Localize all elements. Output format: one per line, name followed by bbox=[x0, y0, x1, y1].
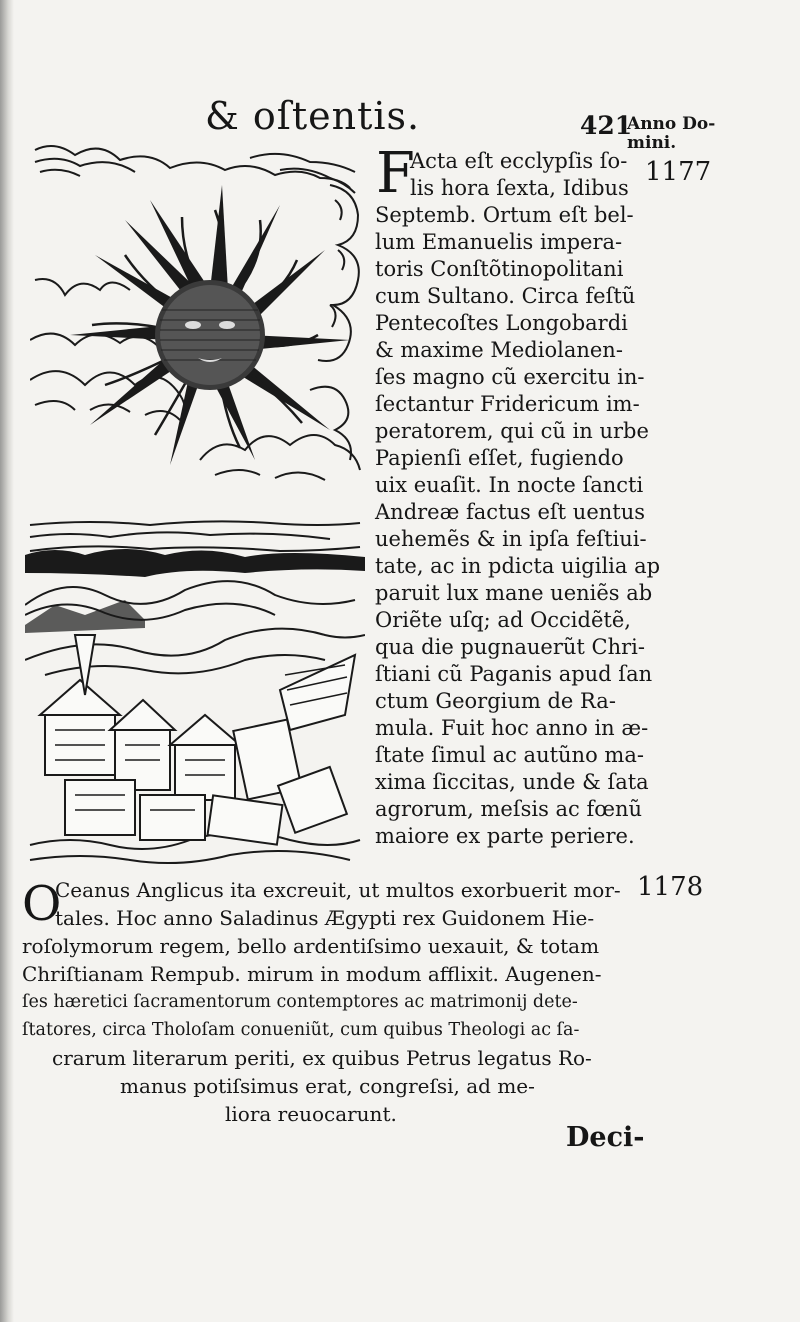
text-line: tate, ac in pdicta uigilia ap bbox=[375, 554, 661, 578]
text-line: Chriſtianam Rempub. mirum in modum afflixit. Augenen- bbox=[22, 962, 602, 986]
text-line: liora reuocarunt. bbox=[225, 1102, 397, 1126]
text-line: maiore ex parte periere. bbox=[375, 824, 635, 848]
page-gutter-shadow bbox=[0, 0, 14, 1322]
woodcut-town-illustration bbox=[25, 515, 365, 875]
text-line: Papienſi eſſet, fugiendo bbox=[375, 446, 624, 470]
text-line: uix euaſit. In nocte ſancti bbox=[375, 473, 644, 497]
margin-year-1177: 1177 bbox=[645, 157, 712, 187]
drop-cap-f: F bbox=[376, 141, 415, 206]
text-line: Acta eſt ecclypſis ſo- bbox=[410, 149, 628, 173]
text-line: paruit lux mane ueniẽs ab bbox=[375, 581, 653, 605]
text-line: xima ſiccitas, unde & ſata bbox=[375, 770, 649, 794]
text-line: lum Emanuelis impera- bbox=[375, 230, 623, 254]
text-line: ſes hæretici ſacramentorum contemptores ac matrimonij dete- bbox=[22, 992, 578, 1012]
text-line: toris Conſtõtinopolitani bbox=[375, 257, 624, 281]
text-line: ſtate ſimul ac autũno ma- bbox=[375, 743, 644, 767]
text-line: peratorem, qui cũ in urbe bbox=[375, 419, 649, 443]
catchword: Deci- bbox=[566, 1122, 645, 1153]
text-line: uehemẽs & in ipſa feſtiui- bbox=[375, 527, 647, 551]
text-line: Pentecoſtes Longobardi bbox=[375, 311, 628, 335]
text-line: Andreæ factus eſt uentus bbox=[375, 500, 646, 524]
text-line: ctum Georgium de Ra- bbox=[375, 689, 616, 713]
text-line: manus potiſsimus erat, congreſsi, ad me- bbox=[120, 1074, 535, 1098]
text-line: Ceanus Anglicus ita excreuit, ut multos exorbuerit mor- bbox=[55, 878, 621, 902]
text-line: ſectantur Fridericum im- bbox=[375, 392, 640, 416]
text-line: & maxime Mediolanen- bbox=[375, 338, 623, 362]
text-line: lis hora ſexta, Idibus bbox=[410, 176, 629, 200]
running-head-title: & oſtentis. bbox=[205, 94, 421, 138]
text-line: roſolymorum regem, bello ardentiſsimo uexauit, & totam bbox=[22, 934, 600, 958]
text-line: qua die pugnauerũt Chri- bbox=[375, 635, 645, 659]
drop-cap-o: O bbox=[22, 876, 62, 932]
folio-number: 421 bbox=[580, 111, 633, 140]
text-line: tales. Hoc anno Saladinus Ægypti rex Guidonem Hie- bbox=[55, 906, 595, 930]
text-line: mula. Fuit hoc anno in æ- bbox=[375, 716, 649, 740]
margin-anno-domini: Anno Do- mini. bbox=[627, 114, 716, 153]
text-line: crarum literarum periti, ex quibus Petrus legatus Ro- bbox=[52, 1046, 592, 1070]
text-line: agrorum, meſsis ac fœnũ bbox=[375, 797, 643, 821]
text-line: Septemb. Ortum eſt bel- bbox=[375, 203, 634, 227]
text-line: ſtiani cũ Paganis apud ſan bbox=[375, 662, 653, 686]
margin-year-1178: 1178 bbox=[637, 872, 704, 902]
text-line: ſtatores, circa Tholoſam conueniũt, cum quibus Theologi ac ſa- bbox=[22, 1020, 580, 1040]
text-line: Oriẽte uſq; ad Occidẽtẽ, bbox=[375, 608, 631, 632]
woodcut-sun-illustration bbox=[30, 140, 366, 495]
text-line: cum Sultano. Circa feſtũ bbox=[375, 284, 636, 308]
text-line: ſes magno cũ exercitu in- bbox=[375, 365, 645, 389]
